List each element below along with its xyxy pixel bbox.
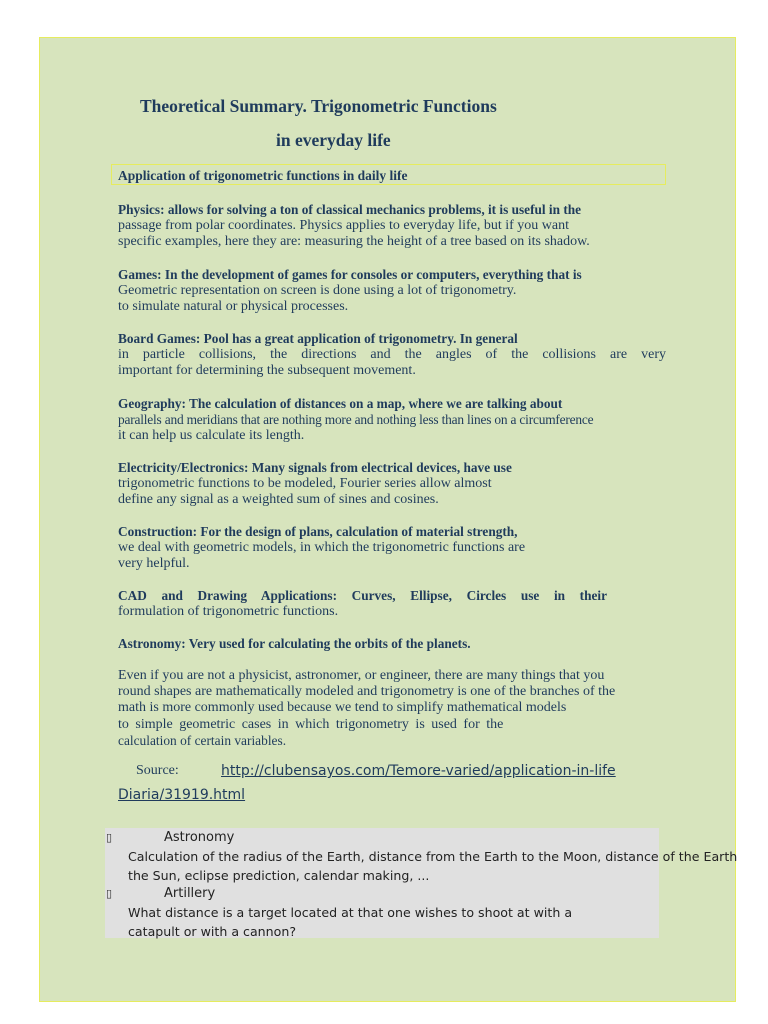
paragraph-astronomy bbox=[118, 636, 666, 652]
paragraph-lead: Construction: For the design of plans, calculation of material strength, bbox=[118, 524, 518, 539]
paragraph-line: we deal with geometric models, in which the trigonometric functions are bbox=[118, 540, 526, 556]
paragraph-line: trigonometric functions to be modeled, Fourier series allow almost bbox=[118, 476, 492, 492]
paragraph-line: it can help us calculate its length. bbox=[118, 428, 305, 444]
bullet-text-astronomy bbox=[128, 848, 737, 885]
paragraph-line: specific examples, here they are: measuring the height of a tree based on its shadow. bbox=[118, 234, 590, 250]
paragraph-lead: Board Games: Pool has a great application of trigonometry. In general bbox=[118, 331, 518, 346]
bullet-glyph-icon: ▯ bbox=[106, 887, 113, 900]
paragraph-line: very helpful. bbox=[118, 556, 190, 572]
bullet-title-artillery: Artillery bbox=[164, 886, 216, 901]
bullet-text-artillery bbox=[128, 904, 572, 941]
section-heading: Application of trigonometric functions in daily life bbox=[118, 168, 408, 183]
paragraph-line: to simulate natural or physical processes. bbox=[118, 299, 349, 315]
paragraph-games bbox=[118, 267, 666, 316]
source-label: Source: bbox=[136, 763, 179, 778]
bullet-glyph-icon: ▯ bbox=[106, 831, 113, 844]
paragraph-physics bbox=[118, 202, 666, 251]
paragraph-line: math is more commonly used because we tend to simplify mathematical models bbox=[118, 700, 567, 716]
paragraph-line: define any signal as a weighted sum of sines and cosines. bbox=[118, 492, 439, 508]
paragraph-lead: CAD and Drawing Applications: Curves, Ellipse, Circles use in their bbox=[118, 588, 607, 603]
paragraph-line: important for determining the subsequent movement. bbox=[118, 363, 416, 379]
bullet-title-astronomy: Astronomy bbox=[164, 830, 235, 845]
paragraph-line: to simple geometric cases in which trigonometry is used for the bbox=[118, 716, 504, 732]
paragraph-lead: Physics: allows for solving a ton of classical mechanics problems, it is useful in the bbox=[118, 202, 582, 217]
paragraph-lead: Electricity/Electronics: Many signals from electrical devices, have use bbox=[118, 460, 512, 475]
page-title-line2: in everyday life bbox=[276, 130, 391, 150]
bullet-line: Calculation of the radius of the Earth, distance from the Earth to the Moon, distance of the Earth bbox=[128, 849, 738, 864]
bullet-line: catapult or with a cannon? bbox=[128, 923, 297, 939]
page-title-line1: Theoretical Summary. Trigonometric Functions bbox=[140, 96, 497, 116]
paragraph-line: round shapes are mathematically modeled and trigonometry is one of the branches of the bbox=[118, 684, 616, 700]
bullet-line: the Sun, eclipse prediction, calendar making, ... bbox=[128, 867, 430, 883]
paragraph-line: calculation of certain variables. bbox=[118, 732, 287, 748]
paragraph-electricity bbox=[118, 460, 666, 509]
paragraph-line: passage from polar coordinates. Physics applies to everyday life, but if you want bbox=[118, 218, 569, 234]
source-link-continued[interactable]: Diaria/31919.html bbox=[118, 787, 246, 803]
paragraph-construction bbox=[118, 524, 666, 573]
paragraph-lead: Games: In the development of games for consoles or computers, everything that is bbox=[118, 267, 582, 282]
paragraph-closing bbox=[118, 668, 666, 749]
document-page bbox=[39, 37, 736, 1002]
paragraph-line: Geometric representation on screen is done using a lot of trigonometry. bbox=[118, 283, 517, 299]
paragraph-line: in particle collisions, the directions and the angles of the collisions are very bbox=[118, 347, 666, 363]
paragraph-line: parallels and meridians that are nothing more and nothing less than lines on a circumference bbox=[118, 412, 594, 428]
paragraph-cad bbox=[118, 588, 607, 620]
paragraph-board-games bbox=[118, 331, 666, 380]
paragraph-geography bbox=[118, 396, 666, 445]
paragraph-lead: Astronomy: Very used for calculating the orbits of the planets. bbox=[118, 636, 471, 651]
paragraph-line: formulation of trigonometric functions. bbox=[118, 604, 339, 620]
paragraph-line: Even if you are not a physicist, astronomer, or engineer, there are many things that you bbox=[118, 668, 605, 683]
paragraph-lead: Geography: The calculation of distances on a map, where we are talking about bbox=[118, 396, 563, 411]
bullet-line: What distance is a target located at that one wishes to shoot at with a bbox=[128, 905, 573, 920]
source-link[interactable]: http://clubensayos.com/Temore-varied/application-in-life bbox=[221, 763, 616, 779]
